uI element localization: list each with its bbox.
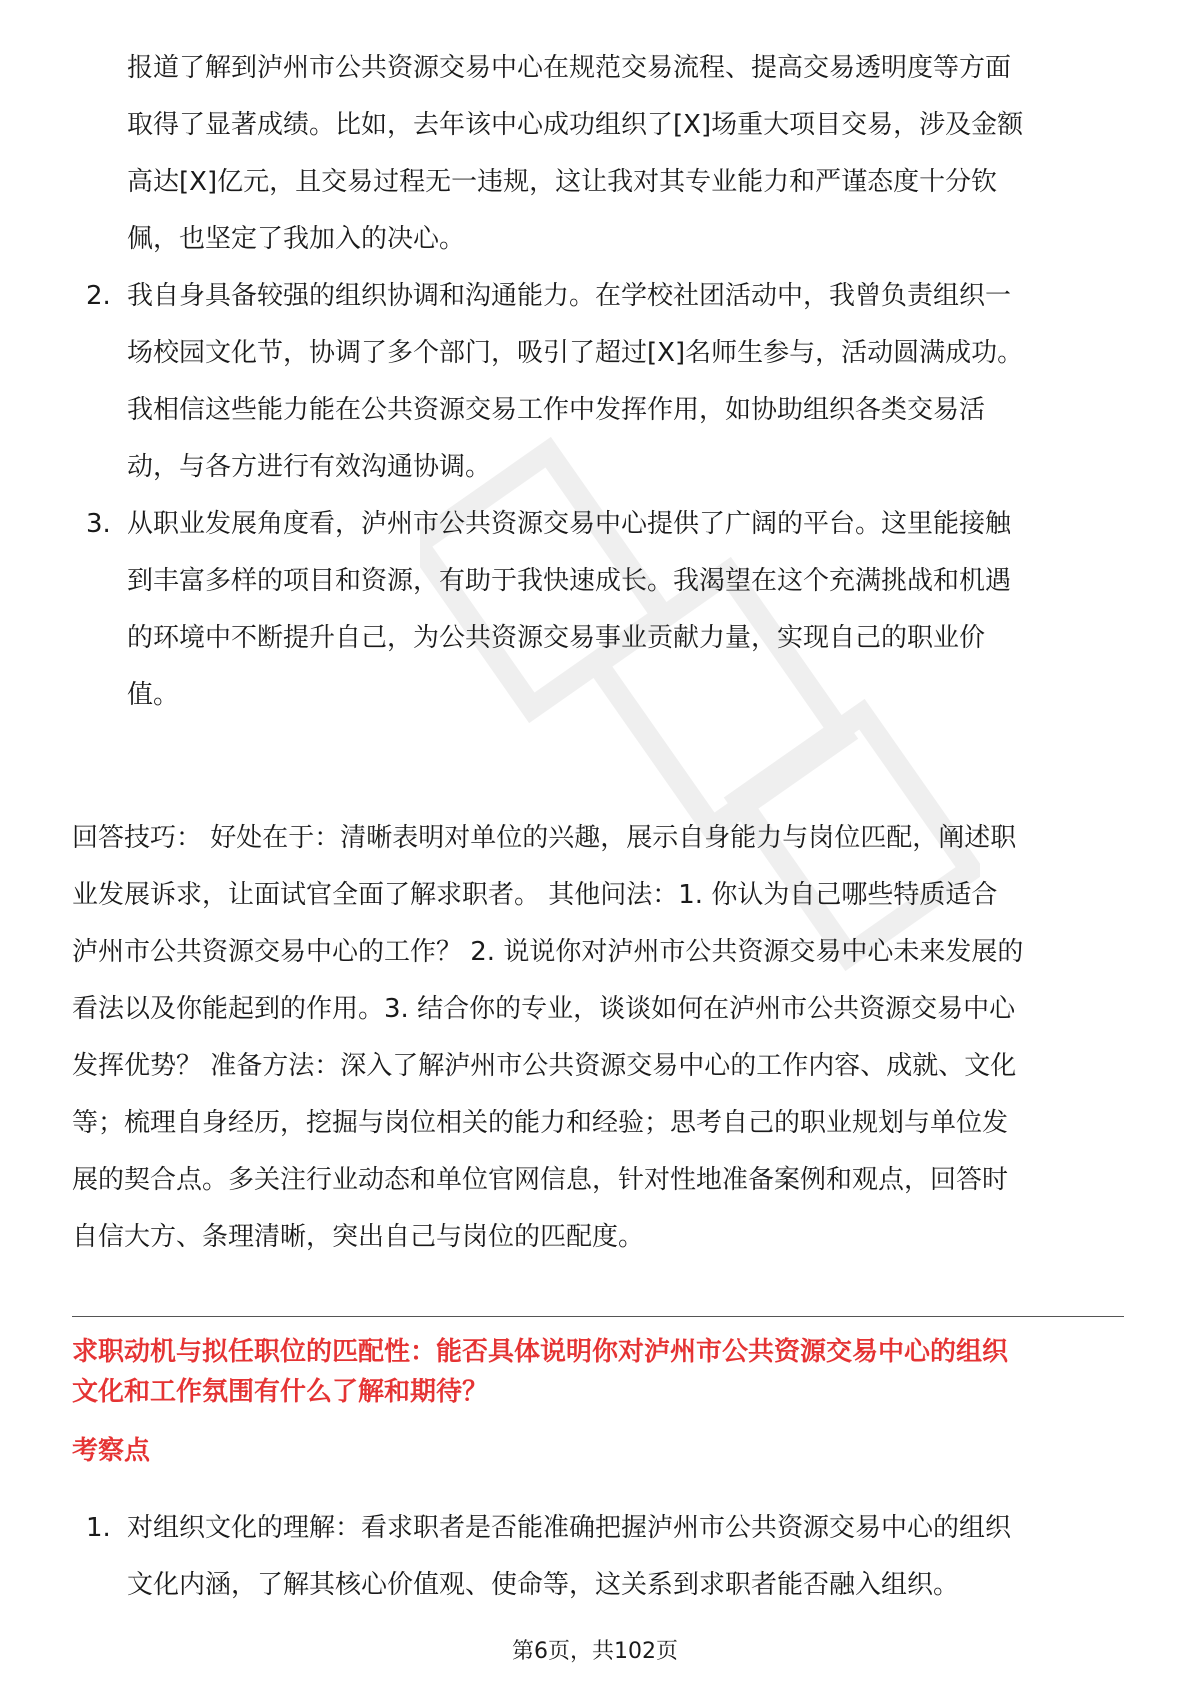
text-line: 佩，也坚定了我加入的决心。 bbox=[127, 224, 466, 254]
text-line: 值。 bbox=[127, 680, 180, 710]
list-item-1 bbox=[72, 1500, 1122, 1614]
text-line: 报道了解到泸州市公共资源交易中心在规范交易流程、提高交易透明度等方面 bbox=[127, 53, 1012, 83]
text-line: 我相信这些能力能在公共资源交易工作中发挥作用，如协助组织各类交易活 bbox=[127, 395, 986, 425]
list-item-1-clipped bbox=[72, 26, 1122, 40]
text-line: 等；梳理自身经历，挖掘与岗位相关的能力和经验；思考自己的职业规划与单位发 bbox=[72, 1108, 1009, 1138]
text-line: 到丰富多样的项目和资源，有助于我快速成长。我渴望在这个充满挑战和机遇 bbox=[127, 566, 1012, 596]
list-item-1-continued bbox=[72, 40, 1122, 268]
text-line: 从职业发展角度看，泸州市公共资源交易中心提供了广阔的平台。这里能接触 bbox=[127, 509, 1012, 539]
list-number: 3. bbox=[86, 509, 111, 539]
answer-tips-paragraph bbox=[72, 810, 1124, 1266]
question-heading bbox=[72, 1332, 1124, 1412]
assessment-points-list bbox=[72, 1500, 1122, 1614]
question-line: 求职动机与拟任职位的匹配性：能否具体说明你对泸州市公共资源交易中心的组织 bbox=[72, 1337, 1009, 1367]
assessment-points-label: 考察点 bbox=[72, 1436, 151, 1466]
text-line: 看法以及你能起到的作用。3. 结合你的专业，谈谈如何在泸州市公共资源交易中心 bbox=[72, 994, 1016, 1024]
list-item-3 bbox=[72, 496, 1122, 724]
list-number: 1. bbox=[86, 1513, 111, 1543]
text-line: 发挥优势？ 准备方法：深入了解泸州市公共资源交易中心的工作内容、成就、文化 bbox=[72, 1051, 1017, 1081]
text-line: 取得了显著成绩。比如，去年该中心成功组织了[X]场重大项目交易，涉及金额 bbox=[127, 110, 1024, 140]
list-number: 2. bbox=[86, 281, 111, 311]
text-line: 展的契合点。多关注行业动态和单位官网信息，针对性地准备案例和观点，回答时 bbox=[72, 1165, 1009, 1195]
text-line: 文化内涵，了解其核心价值观、使命等，这关系到求职者能否融入组织。 bbox=[127, 1570, 960, 1600]
top-numbered-list bbox=[72, 26, 1122, 724]
text-line: 场校园文化节，协调了多个部门，吸引了超过[X]名师生参与，活动圆满成功。 bbox=[127, 338, 1024, 368]
text-line: 业发展诉求，让面试官全面了解求职者。 其他问法：1. 你认为自己哪些特质适合 bbox=[72, 880, 998, 910]
text-line: 的环境中不断提升自己，为公共资源交易事业贡献力量，实现自己的职业价 bbox=[127, 623, 986, 653]
text-line: 泸州市公共资源交易中心的工作？ 2. 说说你对泸州市公共资源交易中心未来发展的 bbox=[72, 937, 1024, 967]
text-line: 对组织文化的理解：看求职者是否能准确把握泸州市公共资源交易中心的组织 bbox=[127, 1513, 1012, 1543]
text-line: 我自身具备较强的组织协调和沟通能力。在学校社团活动中，我曾负责组织一 bbox=[127, 281, 1012, 311]
text-line: 自信大方、条理清晰，突出自己与岗位的匹配度。 bbox=[72, 1222, 645, 1252]
text-line: 回答技巧： 好处在于：清晰表明对单位的兴趣，展示自身能力与岗位匹配，阐述职 bbox=[72, 823, 1017, 853]
section-divider bbox=[72, 1316, 1124, 1317]
list-item-1-clipped-line bbox=[127, 26, 1122, 40]
text-line: 高达[X]亿元，且交易过程无一违规，这让我对其专业能力和严谨态度十分钦 bbox=[127, 167, 998, 197]
list-item-2 bbox=[72, 268, 1122, 496]
question-line: 文化和工作氛围有什么了解和期待？ bbox=[72, 1377, 489, 1407]
page-footer: 第6页，共102页 bbox=[512, 1639, 678, 1664]
text-line: 动，与各方进行有效沟通协调。 bbox=[127, 452, 492, 482]
